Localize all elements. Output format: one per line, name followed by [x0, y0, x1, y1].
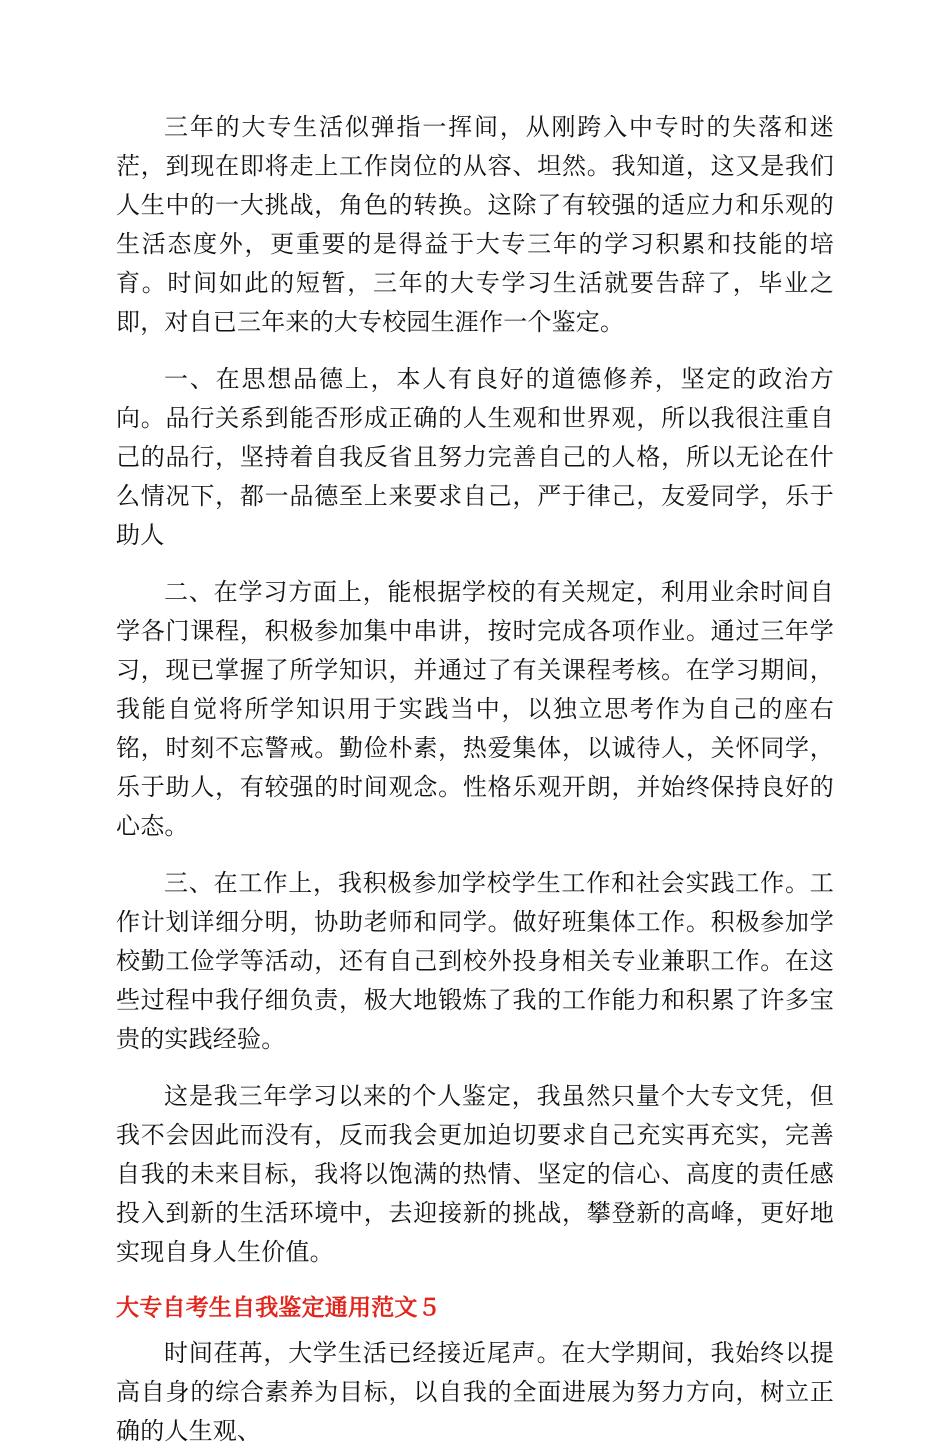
document-body [116, 108, 834, 1451]
section-heading: 大专自考生自我鉴定通用范文５ [116, 1295, 441, 1321]
paragraph-conclusion: 这是我三年学习以来的个人鉴定，我虽然只量个大专文凭，但我不会因此而没有，反而我会更加迫切要求自己充实再充实，完善自我的未来目标，我将以饱满的热情、坚定的信心、高度的责任感投入到新的生活环境中，去迎接新的挑战，攀登新的高峰，更好地实现自身人生价值。 [116, 1082, 834, 1266]
paragraph-study: 二、在学习方面上，能根据学校的有关规定，利用业余时间自学各门课程，积极参加集中串讲，按时完成各项作业。通过三年学习，现已掌握了所学知识，并通过了有关课程考核。在学习期间，我能自觉将所学知识用于实践当中，以独立思考作为自己的座右铭，时刻不忘警戒。勤俭朴素，热爱集体，以诚待人，关怀同学，乐于助人，有较强的时间观念。性格乐观开朗，并始终保持良好的心态。 [116, 578, 834, 840]
paragraph-moral: 一、在思想品德上，本人有良好的道德修养，坚定的政治方向。品行关系到能否形成正确的人生观和世界观，所以我很注重自己的品行，坚持着自我反省且努力完善自己的人格，所以无论在什么情况下，都一品德至上来要求自己，严于律己，友爱同学，乐于助人 [116, 365, 834, 549]
paragraph-intro: 三年的大专生活似弹指一挥间，从刚跨入中专时的失落和迷茫，到现在即将走上工作岗位的从容、坦然。我知道，这又是我们人生中的一大挑战，角色的转换。这除了有较强的适应力和乐观的生活态度外，更重要的是得益于大专三年的学习积累和技能的培育。时间如此的短暂，三年的大专学习生活就要告辞了，毕业之即，对自已三年来的大专校园生涯作一个鉴定。 [116, 113, 834, 336]
paragraph-next-section: 时间荏苒，大学生活已经接近尾声。在大学期间，我始终以提高自身的综合素养为目标，以自我的全面进展为努力方向，树立正确的人生观、 [116, 1339, 834, 1445]
paragraph-work: 三、在工作上，我积极参加学校学生工作和社会实践工作。工作计划详细分明，协助老师和同学。做好班集体工作。积极参加学校勤工俭学等活动，还有自己到校外投身相关专业兼职工作。在这些过程中我仔细负责，极大地锻炼了我的工作能力和积累了许多宝贵的实践经验。 [116, 869, 834, 1053]
